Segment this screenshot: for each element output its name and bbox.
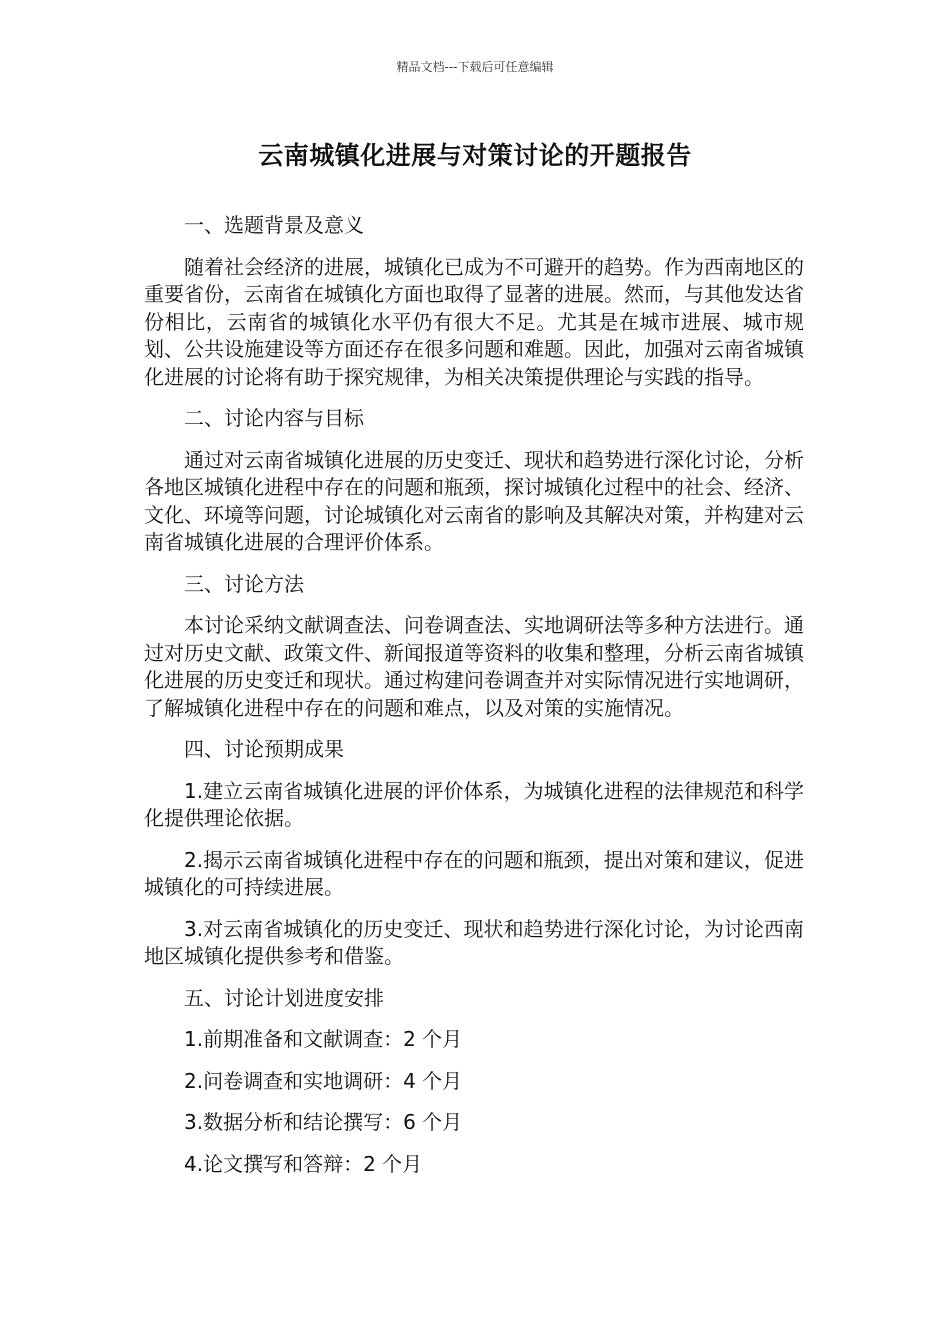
page-header-note: 精品文档---下载后可任意编辑 — [396, 60, 554, 74]
document-body — [144, 212, 804, 1192]
section-heading-content-goals: 二、讨论内容与目标 — [184, 406, 364, 430]
section-paragraph-background: 随着社会经济的进展，城镇化已成为不可避开的趋势。作为西南地区的重要省份，云南省在城镇化方面也取得了显著的进展。然而，与其他发达省份相比，云南省的城镇化水平仍有很大不足。尤其是在城市进展、城市规划、公共设施建设等方面还存在很多问题和难题。因此，加强对云南省城镇化进展的讨论将有助于探究规律，为相关决策提供理论与实践的指导。 — [144, 254, 804, 389]
section-paragraph-content-goals: 通过对云南省城镇化进展的历史变迁、现状和趋势进行深化讨论，分析各地区城镇化进程中存在的问题和瓶颈，探讨城镇化过程中的社会、经济、文化、环境等问题，讨论城镇化对云南省的影响及其解决对策，并构建对云南省城镇化进展的合理评价体系。 — [144, 447, 804, 554]
list-item: 2.揭示云南省城镇化进程中存在的问题和瓶颈，提出对策和建议，促进城镇化的可持续进展。 — [144, 847, 804, 899]
document-title: 云南城镇化进展与对策讨论的开题报告 — [258, 141, 692, 170]
section-paragraph-methods: 本讨论采纳文献调查法、问卷调查法、实地调研法等多种方法进行。通过对历史文献、政策文件、新闻报道等资料的收集和整理，分析云南省城镇化进展的历史变迁和现状。通过构建问卷调查并对实际情况进行实地调研，了解城镇化进程中存在的问题和难点，以及对策的实施情况。 — [144, 613, 804, 720]
section-heading-schedule: 五、讨论计划进度安排 — [184, 985, 384, 1010]
list-item: 3.数据分析和结论撰写：6 个月 — [184, 1110, 463, 1134]
list-item: 1.前期准备和文献调查：2 个月 — [184, 1027, 463, 1051]
section-heading-expected-results: 四、讨论预期成果 — [184, 737, 344, 761]
section-heading-background: 一、选题背景及意义 — [184, 213, 364, 237]
list-item: 3.对云南省城镇化的历史变迁、现状和趋势进行深化讨论，为讨论西南地区城镇化提供参考和借鉴。 — [144, 916, 804, 968]
list-item: 2.问卷调查和实地调研：4 个月 — [184, 1068, 463, 1093]
list-item: 4.论文撰写和答辩：2 个月 — [184, 1151, 423, 1176]
list-item: 1.建立云南省城镇化进展的评价体系，为城镇化进程的法律规范和科学化提供理论依据。 — [144, 778, 804, 830]
section-heading-methods: 三、讨论方法 — [184, 571, 304, 596]
